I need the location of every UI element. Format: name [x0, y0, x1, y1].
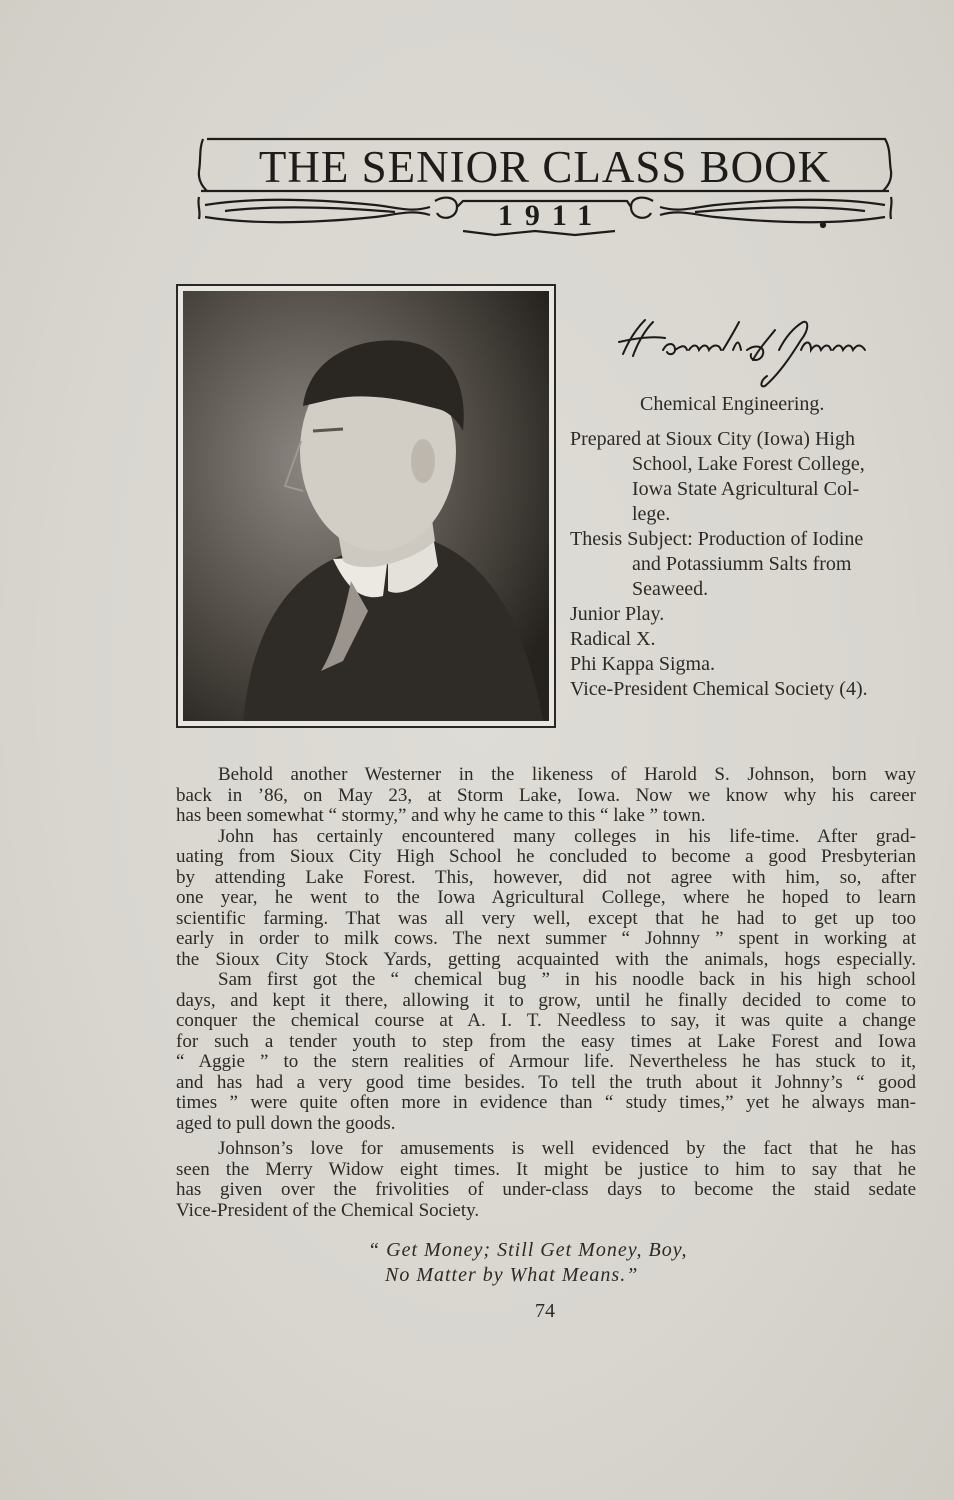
body-line: Johnson’s love for amusements is well evidenced by the fact that he has — [218, 1138, 916, 1159]
body-line: Behold another Westerner in the likeness of Harold S. Johnson, born way — [218, 764, 916, 785]
body-line: times ” were quite often more in evidence than “ study times,” yet he always man- — [176, 1092, 916, 1113]
body-line: has given over the frivolities of under-class days to become the staid sedate — [176, 1179, 916, 1200]
portrait-photo-frame — [176, 284, 556, 728]
body-line: Vice-President of the Chemical Society. — [176, 1199, 480, 1221]
body-line: has been somewhat “ stormy,” and why he came to this “ lake ” town. — [176, 805, 706, 826]
body-line: one year, he went to the Iowa Agricultural College, where he hoped to learn — [176, 887, 916, 908]
thesis-line-1: Thesis Subject: Production of Iodine — [570, 528, 864, 550]
body-line: “ Aggie ” to the stern realities of Armour life. Nevertheless he has stuck to it, — [176, 1051, 916, 1072]
fraternity: Phi Kappa Sigma. — [570, 653, 715, 675]
body-line: seen the Merry Widow eight times. It might be justice to him to say that he — [176, 1158, 916, 1180]
thesis-line-2: and Potassiumm Salts from — [632, 553, 852, 575]
radical: Radical X. — [570, 628, 656, 650]
handwritten-signature-icon — [615, 310, 875, 390]
prepared-line-1: Prepared at Sioux City (Iowa) High — [570, 428, 855, 450]
prepared-line-3: Iowa State Agricultural Col- — [632, 478, 860, 500]
body-line: John has certainly encountered many colleges in his life-time. After grad- — [218, 825, 916, 847]
body-line: and has had a very good time besides. To tell the truth about it Johnny’s “ good — [176, 1071, 916, 1093]
body-line: the Sioux City Stock Yards, getting acquainted with the animals, hogs especially. — [176, 948, 916, 970]
body-line: early in order to milk cows. The next summer “ Johnny ” spent in working at — [176, 928, 916, 949]
portrait-photo — [183, 291, 549, 721]
prepared-line-2: School, Lake Forest College, — [632, 453, 865, 475]
quote-line-1: “ Get Money; Still Get Money, Boy, — [368, 1239, 688, 1261]
prepared-line-4: lege. — [632, 503, 671, 525]
junior-play: Junior Play. — [570, 603, 665, 625]
body-line: Sam first got the “ chemical bug ” in his noodle back in his high school — [218, 969, 916, 990]
signature — [615, 310, 875, 390]
banner-title: THE SENIOR CLASS BOOK — [258, 142, 832, 192]
portrait-figure-icon — [183, 291, 549, 721]
class-book-banner — [195, 135, 895, 245]
quote-line-2: No Matter by What Means.” — [385, 1264, 639, 1286]
page-number: 74 — [535, 1300, 555, 1322]
body-line: scientific farming. That was all very well, except that he had to get up too — [176, 907, 916, 929]
body-line: uating from Sioux City High School he concluded to become a good Presbyterian — [176, 846, 916, 867]
body-line: by attending Lake Forest. This, however, did not agree with him, so, after — [176, 866, 916, 888]
body-line: aged to pull down the goods. — [176, 1112, 396, 1134]
body-line: conquer the chemical course at A. I. T. Needless to say, it was quite a change — [176, 1010, 916, 1031]
body-line: days, and kept it there, allowing it to grow, until he finally decided to come to — [176, 989, 916, 1011]
society-role: Vice-President Chemical Society (4). — [570, 678, 868, 700]
thesis-line-3: Seaweed. — [632, 578, 709, 600]
body-line: for such a tender youth to step from the easy times at Lake Forest and Iowa — [176, 1030, 916, 1052]
body-line: back in ’86, on May 23, at Storm Lake, Iowa. Now we know why his career — [176, 784, 916, 806]
course-name: Chemical Engineering. — [640, 393, 825, 415]
banner-year: 1911 — [497, 199, 605, 232]
